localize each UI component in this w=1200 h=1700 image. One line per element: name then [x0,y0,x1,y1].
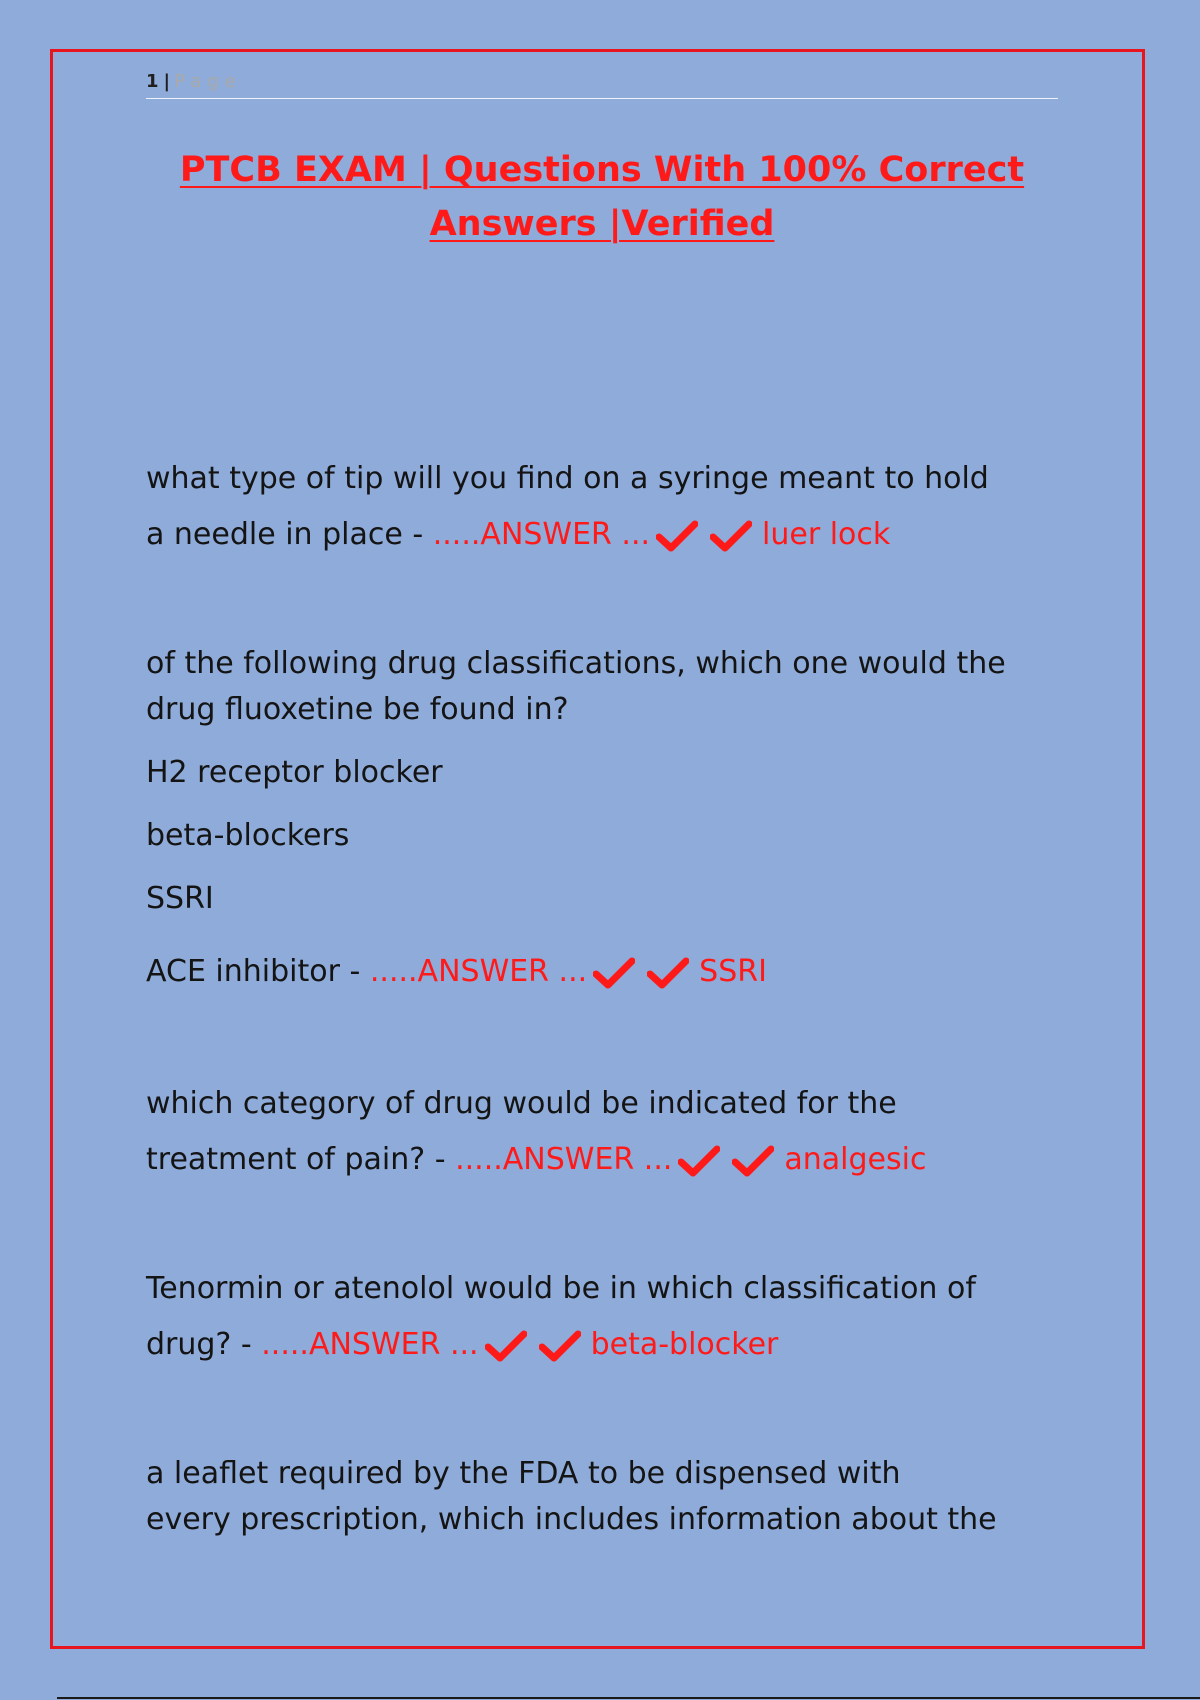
check-mark-icon [710,520,752,552]
question-text-line: which category of drug would be indicated for the [146,1086,897,1121]
question-text-line: a leaflet required by the FDA to be dispensed with [146,1456,901,1491]
answer-prefix: .....ANSWER ... [369,954,588,989]
document-title [146,143,1058,251]
question-answer-line [146,949,1066,996]
option-item: SSRI [146,881,214,916]
check-marks [593,950,689,996]
page-separator: | [163,71,171,92]
question-2 [146,641,1066,996]
check-marks [656,508,752,564]
check-mark-icon [647,957,689,989]
question-text-line: treatment of pain? - [146,1142,446,1177]
question-text-line: drug fluoxetine be found in? [146,692,569,727]
question-answer-line [146,1132,1066,1189]
question-text-line: every prescription, which includes information about the [146,1502,997,1537]
check-mark-icon [678,1145,720,1177]
page-number: 1 [146,71,160,92]
page-label: Page [174,71,242,92]
answer-text: beta-blocker [590,1327,779,1362]
question-answer-line [146,1317,1066,1374]
answer-text: SSRI [699,954,767,989]
answer-text: analgesic [784,1142,927,1177]
question-text-line: Tenormin or atenolol would be in which classification of [146,1271,976,1306]
answer-text: luer lock [762,517,891,552]
check-mark-icon [539,1330,581,1362]
option-item: beta-blockers [146,818,350,853]
answer-prefix: .....ANSWER ... [261,1327,479,1362]
question-5 [146,1451,1066,1543]
answer-prefix: .....ANSWER ... [432,517,651,552]
check-mark-icon [732,1145,774,1177]
question-text-line: what type of tip will you find on a syringe meant to hold [146,461,989,496]
check-marks [485,1318,581,1374]
question-1 [146,451,1066,564]
page-header [146,70,1058,99]
question-text-line: drug? - [146,1327,252,1362]
question-4 [146,1261,1066,1374]
question-text-line: a needle in place - [146,517,424,552]
check-mark-icon [656,520,698,552]
title-line-1: PTCB EXAM | Questions With 100% Correct [179,150,1025,190]
footer-divider [57,1697,1200,1699]
title-line-2: Answers |Verified [429,204,775,244]
check-mark-icon [593,957,635,989]
check-mark-icon [485,1330,527,1362]
option-item: ACE inhibitor - [146,954,361,989]
question-text-line: of the following drug classifications, which one would the [146,646,1006,681]
question-3 [146,1076,1066,1189]
answer-prefix: .....ANSWER ... [455,1142,673,1177]
check-marks [678,1133,774,1189]
option-item: H2 receptor blocker [146,755,443,790]
question-answer-line [146,507,1066,564]
